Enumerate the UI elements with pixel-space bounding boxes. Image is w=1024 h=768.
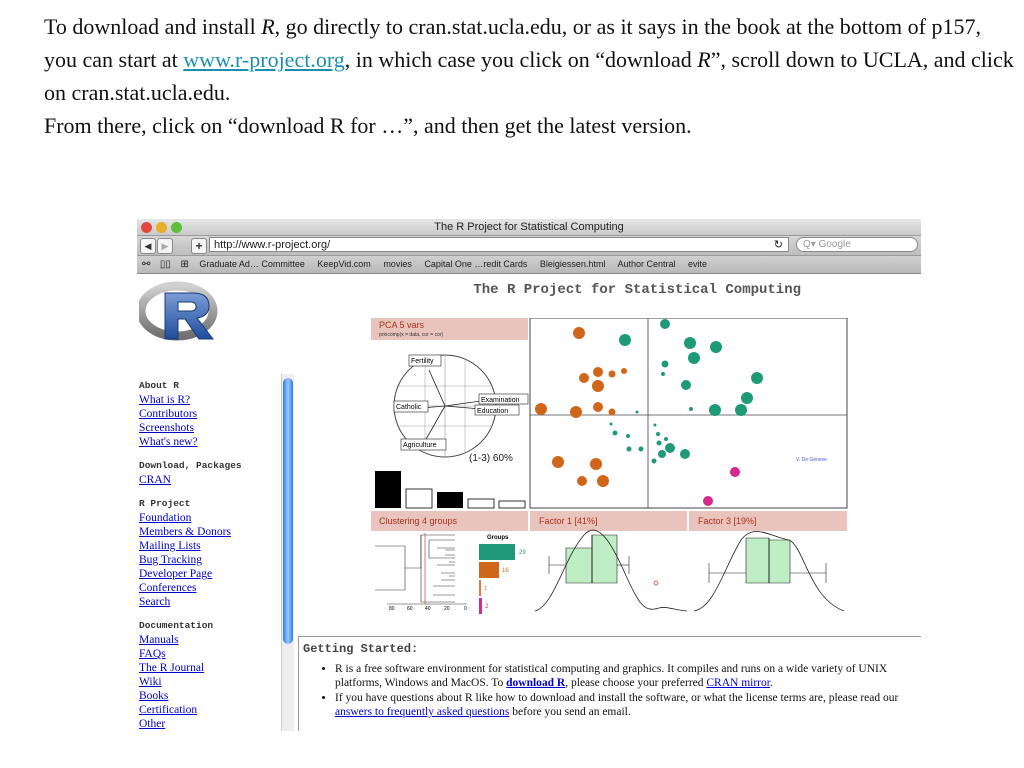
page-title: The R Project for Statistical Computing xyxy=(473,282,801,298)
bullet-text: before you send an email. xyxy=(509,706,631,718)
sidebar-link[interactable]: Certification xyxy=(139,704,198,716)
sidebar-link[interactable]: Members & Donors xyxy=(139,526,231,538)
variable-label: Examination xyxy=(481,397,520,404)
dendrogram-tick: 20 xyxy=(444,606,450,612)
forward-button[interactable]: ▶ xyxy=(157,238,173,254)
pca-percent: (1-3) 60% xyxy=(469,453,513,464)
sidebar-link[interactable]: FAQs xyxy=(139,648,166,660)
sidebar-link[interactable]: Search xyxy=(139,596,171,608)
sidebar-heading: R Project xyxy=(139,498,191,509)
figure-credit: V. De Geneve xyxy=(796,457,827,463)
scrollbar-thumb[interactable] xyxy=(283,378,293,644)
sidebar-link[interactable]: Conferences xyxy=(139,582,197,594)
dendrogram-tick: 40 xyxy=(425,606,431,612)
close-window-button[interactable] xyxy=(141,222,152,233)
window-title: The R Project for Statistical Computing xyxy=(434,221,624,233)
dendrogram xyxy=(375,533,467,604)
window-titlebar xyxy=(137,219,921,236)
sidebar-link[interactable]: Other xyxy=(139,718,166,730)
r-project-link[interactable]: www.r-project.org xyxy=(183,47,345,72)
bookmark-item[interactable]: movies xyxy=(383,259,412,269)
intro-text-part: , in which case you click on “download xyxy=(344,47,698,72)
browser-screenshot xyxy=(137,219,921,731)
sidebar-link[interactable]: Contributors xyxy=(139,408,198,420)
sidebar-link[interactable]: Bug Tracking xyxy=(139,554,202,566)
search-input[interactable]: Q▾ Google xyxy=(796,237,918,252)
dendrogram-tick: 80 xyxy=(389,606,395,612)
sidebar-link[interactable]: Screenshots xyxy=(139,422,194,434)
sidebar-link[interactable]: What's new? xyxy=(139,436,198,448)
factor-scatter-plot xyxy=(530,318,847,508)
pca-subtitle: princomp(x = data, cor = cor) xyxy=(379,332,444,338)
bookmarks-bar xyxy=(137,256,921,274)
getting-started-box xyxy=(298,636,921,731)
sidebar-heading: About R xyxy=(139,380,179,391)
sidebar-link[interactable]: The R Journal xyxy=(139,662,205,674)
zoom-window-button[interactable] xyxy=(171,222,182,233)
statistics-figure xyxy=(369,318,849,618)
intro-text-part: ”, scroll down to UCLA, and click on cran.stat.ucla.edu. xyxy=(44,47,1014,105)
variable-labels xyxy=(394,355,528,450)
sidebar-link[interactable]: Manuals xyxy=(139,634,179,646)
back-button[interactable]: ◀ xyxy=(140,238,156,254)
factor1-label: Factor 1 [41%] xyxy=(539,516,598,526)
clustering-label: Clustering 4 groups xyxy=(379,516,458,526)
list-item xyxy=(335,691,921,719)
intro-text-part: , go directly to cran.stat.ucla.edu, or as it says in the book at the bottom of p157, you can start at xyxy=(44,14,981,72)
bookmarks-book-icon[interactable]: ▯▯ xyxy=(159,259,171,270)
group-count: 16 xyxy=(502,568,509,574)
sidebar-link[interactable]: Books xyxy=(139,690,169,702)
variable-label: Fertility xyxy=(411,358,434,365)
minimize-window-button[interactable] xyxy=(156,222,167,233)
bookmark-item[interactable]: Author Central xyxy=(617,259,676,269)
variable-label: Education xyxy=(477,408,509,415)
intro-paragraph-2: From there, click on “download R for …”, and then get the latest version. xyxy=(44,113,692,138)
sidebar-link[interactable]: Wiki xyxy=(139,676,162,688)
getting-started-title: Getting Started: xyxy=(303,642,419,656)
add-bookmark-button[interactable]: + xyxy=(191,238,207,254)
getting-started-list xyxy=(299,662,921,719)
bookmark-item[interactable]: Graduate Ad… Committee xyxy=(199,259,305,269)
bookmark-item[interactable]: Bleigiessen.html xyxy=(539,259,606,269)
variable-label: Agriculture xyxy=(403,442,437,449)
factor3-label: Factor 3 [19%] xyxy=(698,516,757,526)
eigenvalue-bars xyxy=(375,471,525,508)
top-sites-grid-icon[interactable]: ⊞ xyxy=(180,259,189,270)
group-count: 1 xyxy=(484,586,488,592)
sidebar-scrollbar[interactable] xyxy=(281,374,294,731)
group-count: 29 xyxy=(519,550,526,556)
group-count: 2 xyxy=(485,604,489,610)
groups-title: Groups xyxy=(487,535,509,541)
r-italic: R xyxy=(261,14,275,39)
reading-glasses-icon[interactable]: ⚯ xyxy=(142,259,151,270)
dendrogram-tick: 60 xyxy=(407,606,413,612)
navigation-toolbar xyxy=(137,236,921,256)
bullet-text: . xyxy=(769,677,773,689)
variable-label: Catholic xyxy=(396,404,422,411)
bookmark-item[interactable]: evite xyxy=(688,259,708,269)
bookmark-item[interactable]: Capital One …redit Cards xyxy=(424,259,528,269)
dendrogram-tick: 0 xyxy=(464,606,467,612)
r-italic: R xyxy=(697,47,711,72)
download-r-link[interactable]: download R xyxy=(506,677,566,689)
sidebar-link[interactable]: Developer Page xyxy=(139,568,213,580)
sidebar-nav xyxy=(139,379,279,731)
bullet-text: R is a free software environment for statistical computing and graphics. It compiles and runs on a wide variety of UNIX platforms, Windows and MacOS. To xyxy=(335,663,888,689)
groups-barplot xyxy=(479,535,526,614)
sidebar-heading: Download, Packages xyxy=(139,460,242,471)
address-bar[interactable] xyxy=(209,237,789,252)
bookmark-item[interactable]: KeepVid.com xyxy=(317,259,371,269)
sidebar-link[interactable]: What is R? xyxy=(139,394,191,406)
pca-title: PCA 5 vars xyxy=(379,320,425,330)
url-text: http://www.r-project.org/ xyxy=(214,239,331,251)
sidebar-link[interactable]: CRAN xyxy=(139,474,171,486)
sidebar-link[interactable]: Mailing Lists xyxy=(139,540,201,552)
sidebar-link[interactable]: Foundation xyxy=(139,512,192,524)
factor1-density-plot xyxy=(535,530,687,611)
intro-paragraph xyxy=(44,10,1019,109)
reload-icon[interactable]: ↻ xyxy=(773,239,783,251)
intro-text xyxy=(44,10,1019,142)
intro-text-part: To download and install xyxy=(44,14,262,39)
bullet-text: If you have questions about R like how to download and install the software, or what the license terms are, please read our xyxy=(335,692,899,704)
faq-answers-link[interactable]: answers to frequently asked questions xyxy=(335,706,510,718)
factor3-density-plot xyxy=(694,531,844,611)
bullet-text: , please choose your preferred xyxy=(565,677,707,689)
cran-mirror-link[interactable]: CRAN mirror xyxy=(706,677,770,689)
list-item xyxy=(335,662,921,690)
sidebar-heading: Documentation xyxy=(139,620,214,631)
